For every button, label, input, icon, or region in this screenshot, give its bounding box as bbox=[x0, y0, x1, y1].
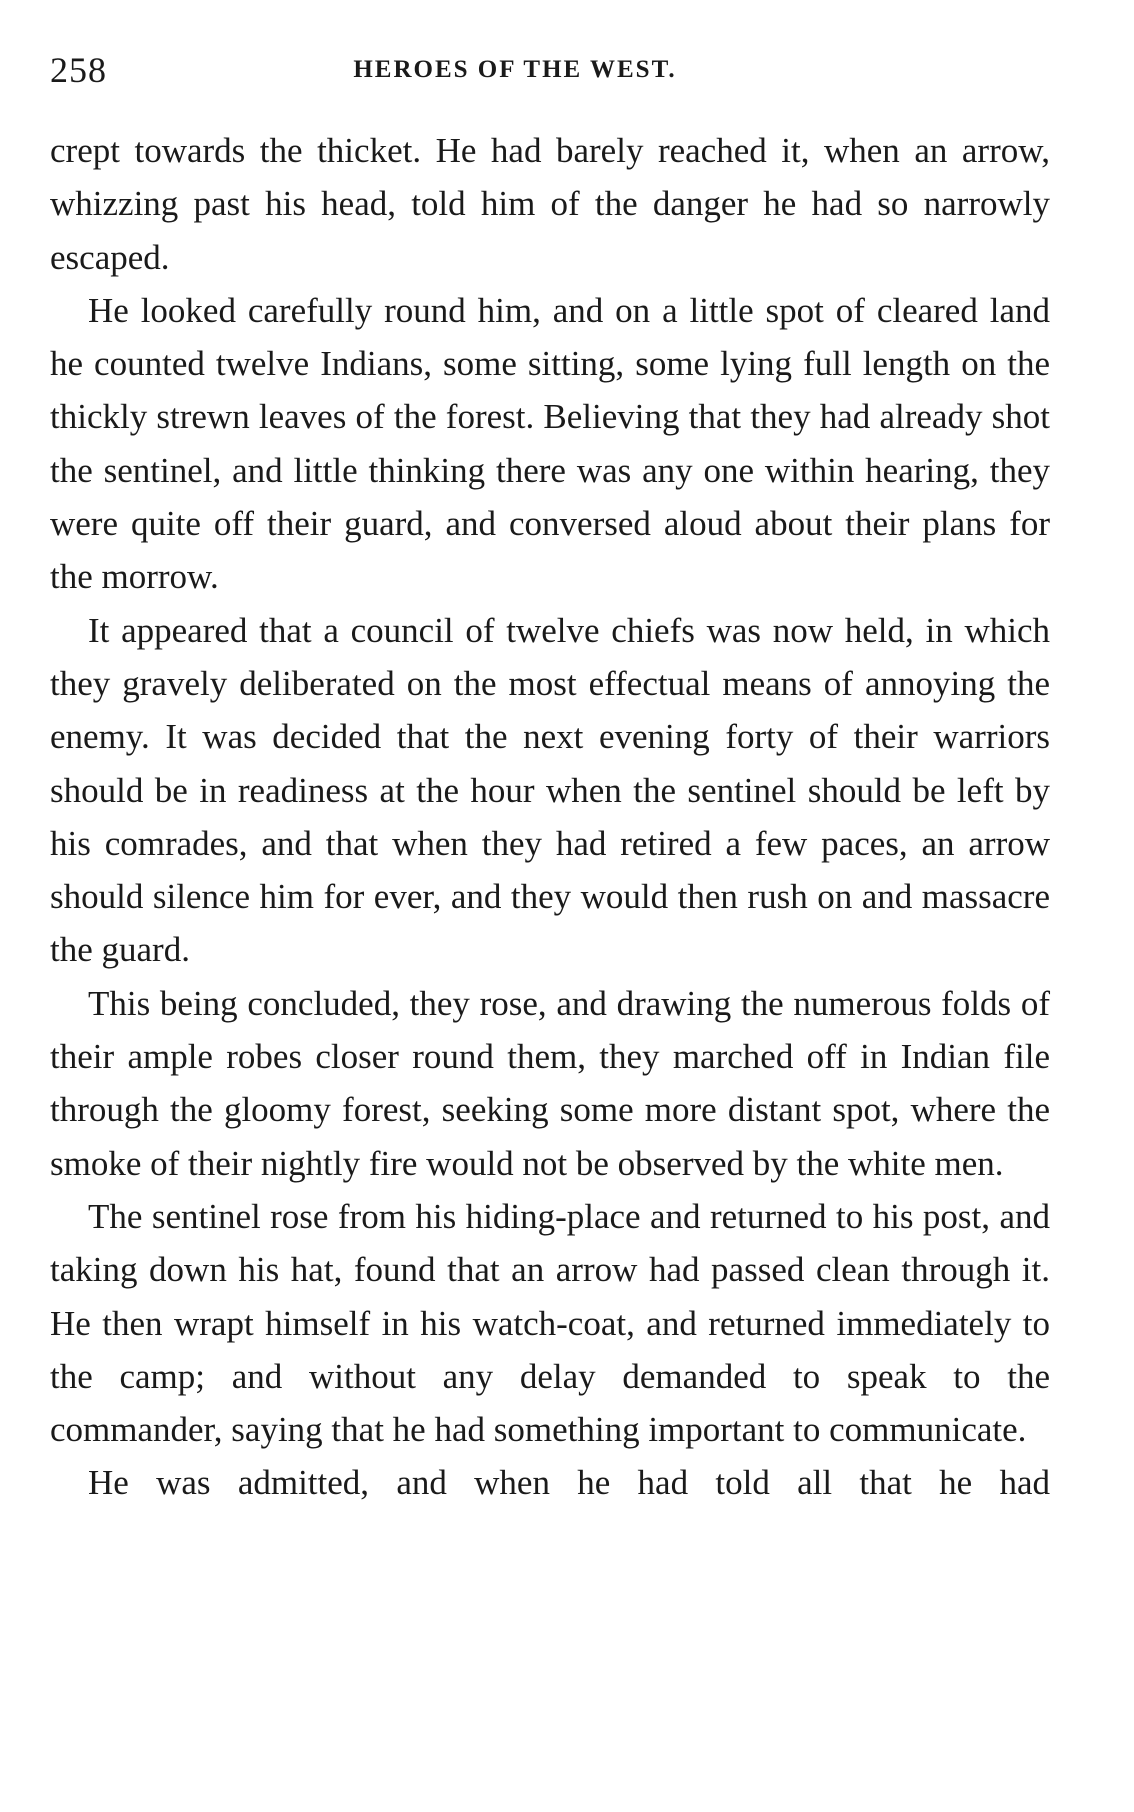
running-title: HEROES OF THE WEST. bbox=[353, 56, 677, 83]
body-text bbox=[50, 124, 1050, 1510]
page-number: 258 bbox=[50, 50, 107, 90]
paragraph-3: It appeared that a council of twelve chiefs was now held, in which they gravely deliberated on the most effectual means of annoying the enemy. It was decided that the next evening forty of their warriors should be in readiness at the hour when the sentinel should be left by his comrades, and that when they had retired a few paces, an arrow should silence him for ever, and they would then rush on and massacre the guard. bbox=[50, 610, 1050, 970]
book-page bbox=[50, 48, 1050, 1788]
paragraph-1: crept towards the thicket. He had barely reached it, when an arrow, whizzing past his head, told him of the danger he had so narrowly escaped. bbox=[50, 131, 1050, 277]
paragraph-2: He looked carefully round him, and on a little spot of cleared land he counted twelve Indians, some sitting, some lying full length on the thickly strewn leaves of the forest. Believing that they had already shot the sentinel, and little thinking there was any one within hearing, they were quite off their guard, and conversed aloud about their plans for the morrow. bbox=[50, 290, 1050, 597]
paragraph-4: This being concluded, they rose, and drawing the numerous folds of their ample robes closer round them, they marched off in Indian file through the gloomy forest, seeking some more distant spot, where the smoke of their nightly fire would not be observed by the white men. bbox=[50, 983, 1050, 1183]
paragraph-5: The sentinel rose from his hiding-place and returned to his post, and taking down his hat, found that an arrow had passed clean through it. He then wrapt himself in his watch-coat, and returned immediately to the camp; and without any delay demanded to speak to the commander, saying that he had something important to communicate. bbox=[50, 1196, 1050, 1450]
paragraph-6: He was admitted, and when he had told all that he had bbox=[88, 1463, 1050, 1503]
running-head bbox=[50, 48, 1050, 92]
